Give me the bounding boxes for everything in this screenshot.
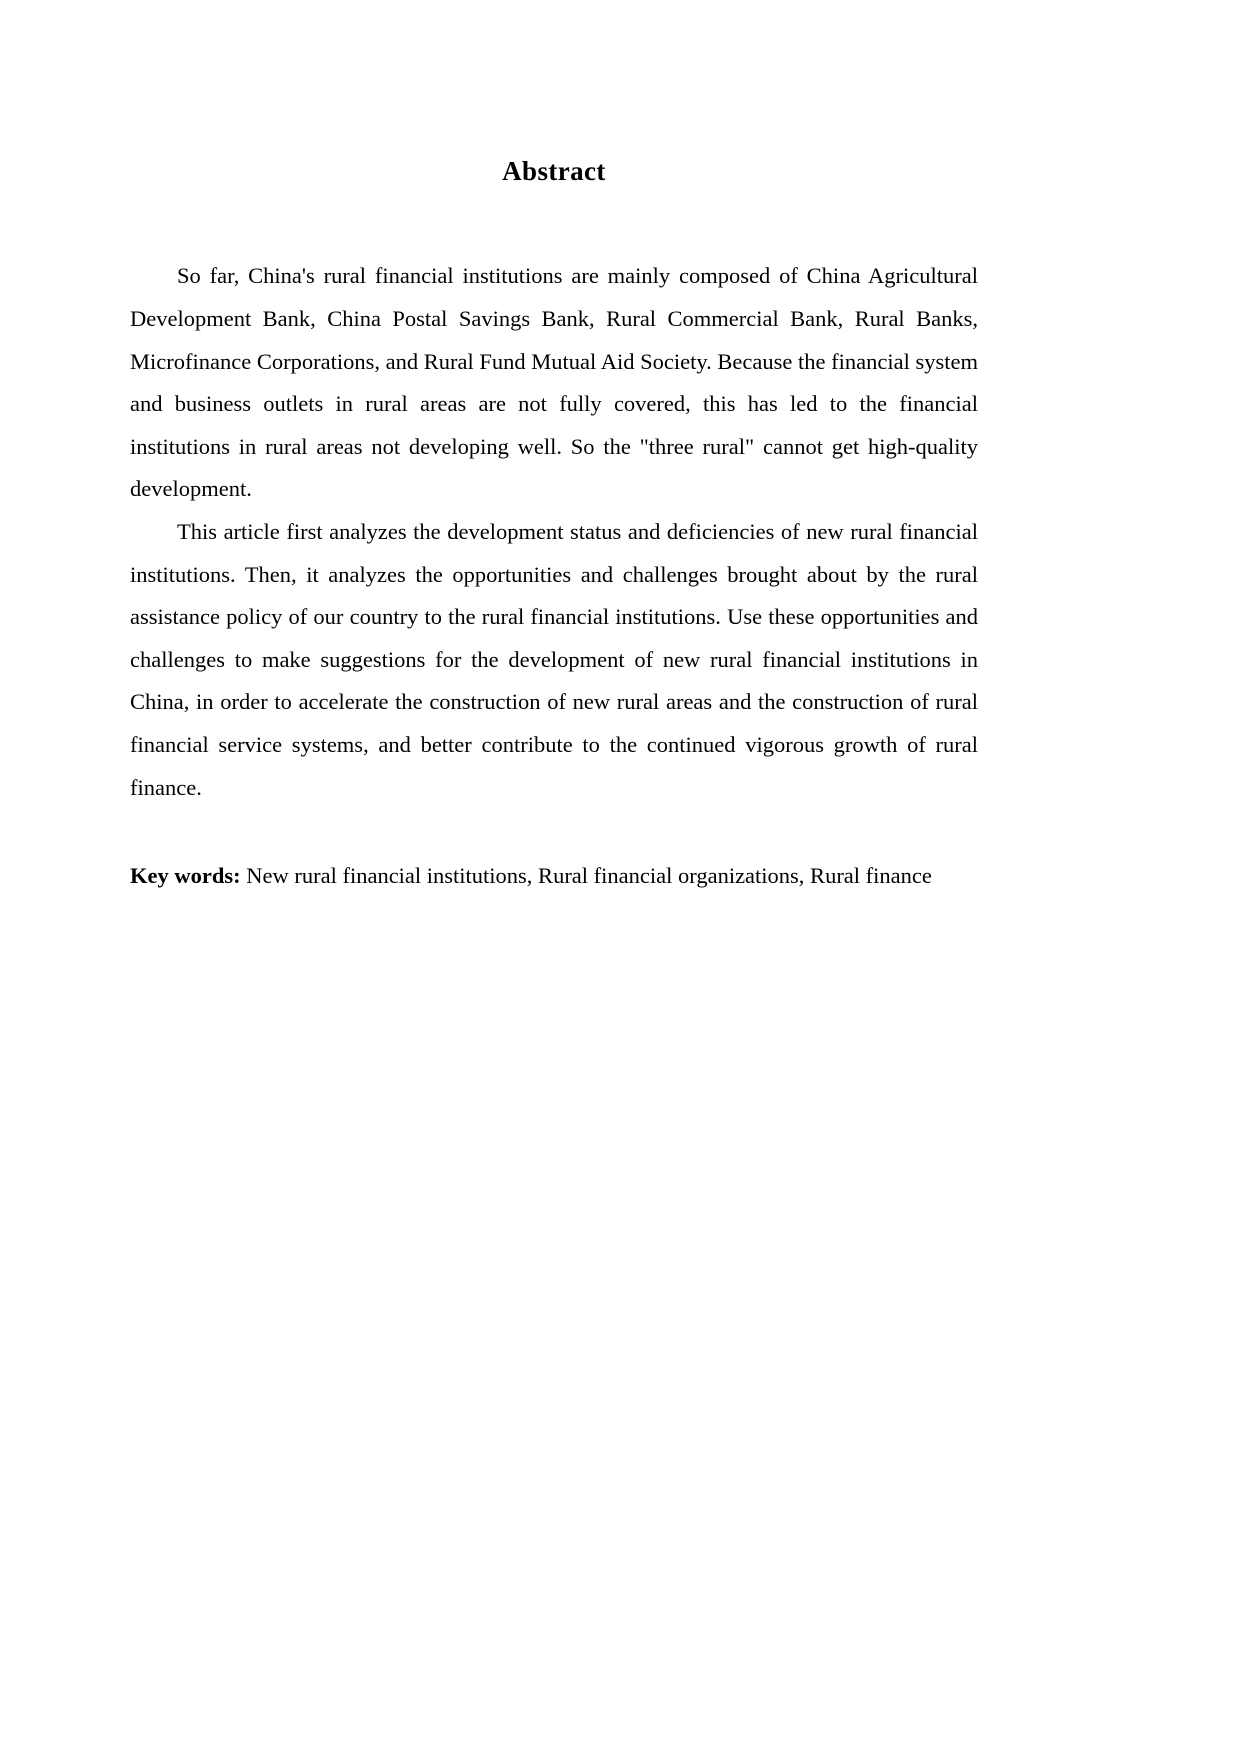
page-title: Abstract	[502, 156, 606, 186]
abstract-paragraph-2: This article first analyzes the development status and deficiencies of new rural financial institutions. Then, it analyzes the opportunities and challenges brought about by the rural assistance policy of our country to the rural financial institutions. Use these opportunities and challenges to make suggestions for the development of new rural financial institutions in China, in order to accelerate the construction of new rural areas and the construction of rural financial service systems, and better contribute to the continued vigorous growth of rural finance.	[130, 518, 978, 800]
keywords-label: Key words:	[130, 863, 241, 889]
keywords-value: New rural financial institutions, Rural financial organizations, Rural finance	[246, 863, 932, 889]
abstract-paragraph-1: So far, China's rural financial institutions are mainly composed of China Agricultural Development Bank, China Postal Savings Bank, Rural Commercial Bank, Rural Banks, Microfinance Corporations, and Rural Fund Mutual Aid Society. Because the financial system and business outlets in rural areas are not fully covered, this has led to the financial institutions in rural areas not developing well. So the "three rural" cannot get high-quality development.	[130, 263, 978, 502]
abstract-body	[130, 255, 978, 897]
page-content	[130, 0, 978, 898]
keywords-line	[130, 809, 978, 898]
